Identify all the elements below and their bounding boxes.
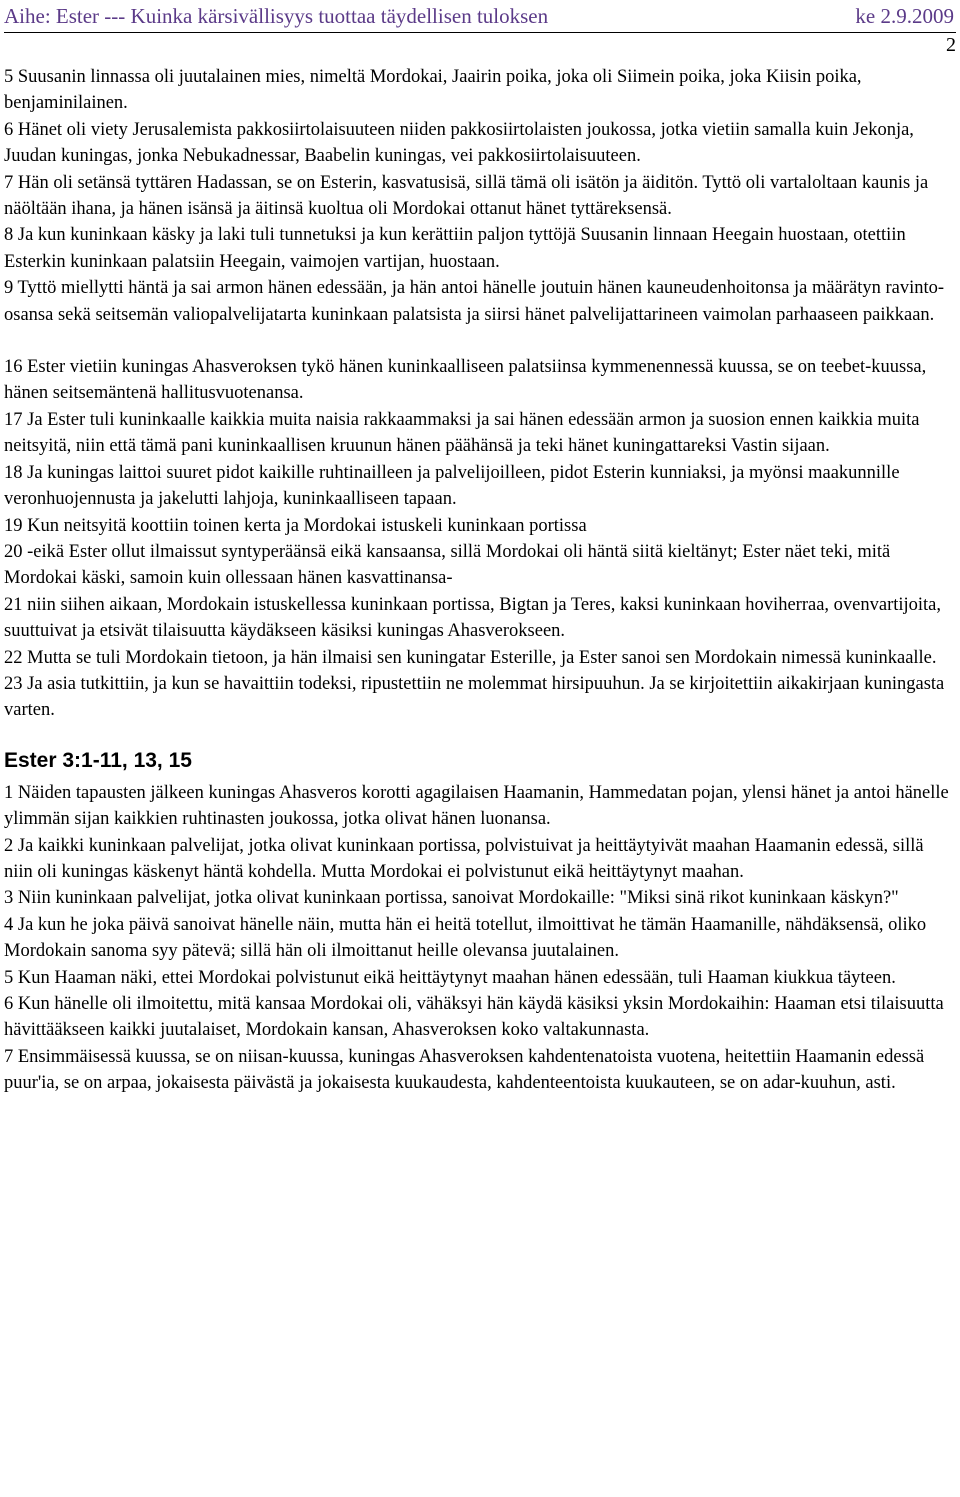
verse: 6 Hänet oli viety Jerusalemista pakkosiirtolaisuuteen niiden pakkosiirtolaisten joukossa, jotka vietiin samalla kuin Jekonja, Juudan kuningas, jonka Nebukadnessar, Baabelin kuningas, vei pakkosiirtolaisuuteen. — [4, 119, 914, 167]
verse: 1 Näiden tapausten jälkeen kuningas Ahasveros korotti agagilaisen Haamanin, Hammedatan pojan, ylensi hänet ja antoi hänelle ylimmän sijan kaikkien ruhtinasten joukossa, jotka olivat hänen luonansa. — [4, 782, 949, 830]
document-date: ke 2.9.2009 — [855, 4, 954, 28]
verse: 20 -eikä Ester ollut ilmaissut syntyperäänsä eikä kansaansa, sillä Mordokai oli häntä siitä kieltänyt; Ester näet teki, mitä Mordokai käski, samoin kuin ollessaan hänen kasvattinansa- — [4, 541, 891, 589]
verse: 16 Ester vietiin kuningas Ahasveroksen tykö hänen kuninkaalliseen palatsiinsa kymmenennessä kuussa, se on teebet-kuussa, hänen seitsemäntenä hallitusvuotenansa. — [4, 357, 927, 404]
section-1 — [4, 64, 956, 328]
verse: 5 Suusanin linnassa oli juutalainen mies, nimeltä Mordokai, Jaairin poika, joka oli Siimein poika, joka Kiisin poika, benjaminilainen. — [4, 67, 862, 114]
verse: 7 Ensimmäisessä kuussa, se on niisan-kuussa, kuningas Ahasveroksen kahdentenatoista vuotena, heitettiin Haamanin edessä puur'ia, se on arpaa, jokaisesta päivästä ja jokaisesta kuukaudesta, kahdenteentoista kuukauteen, se on adar-kuuhun, asti. — [4, 1046, 925, 1094]
verse: 9 Tyttö miellytti häntä ja sai armon hänen edessään, ja hän antoi hänelle joutuin hänen kauneudenhoitonsa ja määrätyn ravinto-osansa sekä seitsemän valiopalvelijatarta kuninkaan palatsista ja siirsi hänet palvelijattarineen vaimolan parhaaseen paikkaan. — [4, 278, 945, 325]
page-number: 2 — [946, 34, 956, 56]
paragraph-gap — [4, 328, 956, 354]
verse: 8 Ja kun kuninkaan käsky ja laki tuli tunnetuksi ja kun kerättiin paljon tyttöjä Suusanin linnaan Heegain huostaan, otettiin Esterkin kuninkaan palatsiin Heegain, vaimojen vartijan, huostaan. — [4, 225, 906, 272]
document-title: Aihe: Ester --- Kuinka kärsivällisyys tuottaa täydellisen tuloksen — [4, 4, 549, 28]
verse: 6 Kun hänelle oli ilmoitettu, mitä kansaa Mordokai oli, vähäksyi hän käydä käsiksi yksin Mordokaihin: Haaman etsi tilaisuutta hävittääkseen kaikki juutalaiset, Mordokain kansan, Ahasveroksen koko valtakunnasta. — [4, 994, 944, 1041]
verse: 18 Ja kuningas laittoi suuret pidot kaikille ruhtinailleen ja palvelijoilleen, pidot Esterin kunniaksi, ja myönsi maakunnille veronhuojennusta ja jakelutti lahjoja, kuninkaalliseen tapaan. — [4, 462, 900, 510]
verse: 23 Ja asia tutkittiin, ja kun se havaittiin todeksi, ripustettiin ne molemmat hirsipuuhun. Ja se kirjoitettiin aikakirjaan kuningasta varten. — [4, 673, 945, 721]
verse: 5 Kun Haaman näki, ettei Mordokai polvistunut eikä heittäytynyt maahan hänen edessään, tuli Haaman kiukkua täyteen. — [4, 967, 896, 988]
page-header — [4, 2, 956, 33]
section-3 — [4, 780, 956, 1097]
verse: 4 Ja kun he joka päivä sanoivat hänelle näin, mutta hän ei heitä totellut, ilmoittivat he tämän Haamanille, nähdäksensä, oliko Mordokain sanoma syy pätevä; sillä hän oli ilmoittanut heille olevansa juutalainen. — [4, 914, 927, 962]
verse: 19 Kun neitsyitä koottiin toinen kerta ja Mordokai istuskeli kuninkaan portissa — [4, 515, 587, 536]
verse: 21 niin siihen aikaan, Mordokain istuskellessa kuninkaan portissa, Bigtan ja Teres, kaksi kuninkaan hoviherraa, ovenvartijoita, suuttuivat ja etsivät tilaisuutta käydäkseen käsiksi kuningas Ahasverokseen. — [4, 594, 942, 642]
verse: 7 Hän oli setänsä tyttären Hadassan, se on Esterin, kasvatusisä, sillä tämä oli isätön ja äiditön. Tyttö oli vartaloltaan kaunis ja näöltään ihana, ja hänen isänsä ja äitinsä kuoltua oli Mordokai ottanut hänet tyttäreksensä. — [4, 172, 929, 220]
section-2 — [4, 354, 956, 724]
verse: 22 Mutta se tuli Mordokain tietoon, ja hän ilmaisi sen kuningatar Esterille, ja Ester sanoi sen Mordokain nimessä kuninkaalle. — [4, 647, 937, 668]
verse: 2 Ja kaikki kuninkaan palvelijat, jotka olivat kuninkaan portissa, polvistuivat ja heittäytyivät maahan Haamanin edessä, sillä niin oli kuningas käskenyt häntä kohdella. Mutta Mordokai ei polvistunut eikä heittäytynyt maahan. — [4, 835, 924, 882]
verse: 3 Niin kuninkaan palvelijat, jotka olivat kuninkaan portissa, sanoivat Mordokaille: "Miksi sinä rikot kuninkaan käskyn?" — [4, 888, 899, 909]
section-heading: Ester 3:1-11, 13, 15 — [4, 748, 192, 772]
document-body — [4, 64, 956, 1097]
verse: 17 Ja Ester tuli kuninkaalle kaikkia muita naisia rakkaammaksi ja sai hänen edessään armon ja suosion ennen kaikkia muita neitsyitä, niin että tämä pani kuninkaallisen kruunun hänen päähänsä ja teki hänet kuningattareksi Vastin sijaan. — [4, 409, 920, 457]
